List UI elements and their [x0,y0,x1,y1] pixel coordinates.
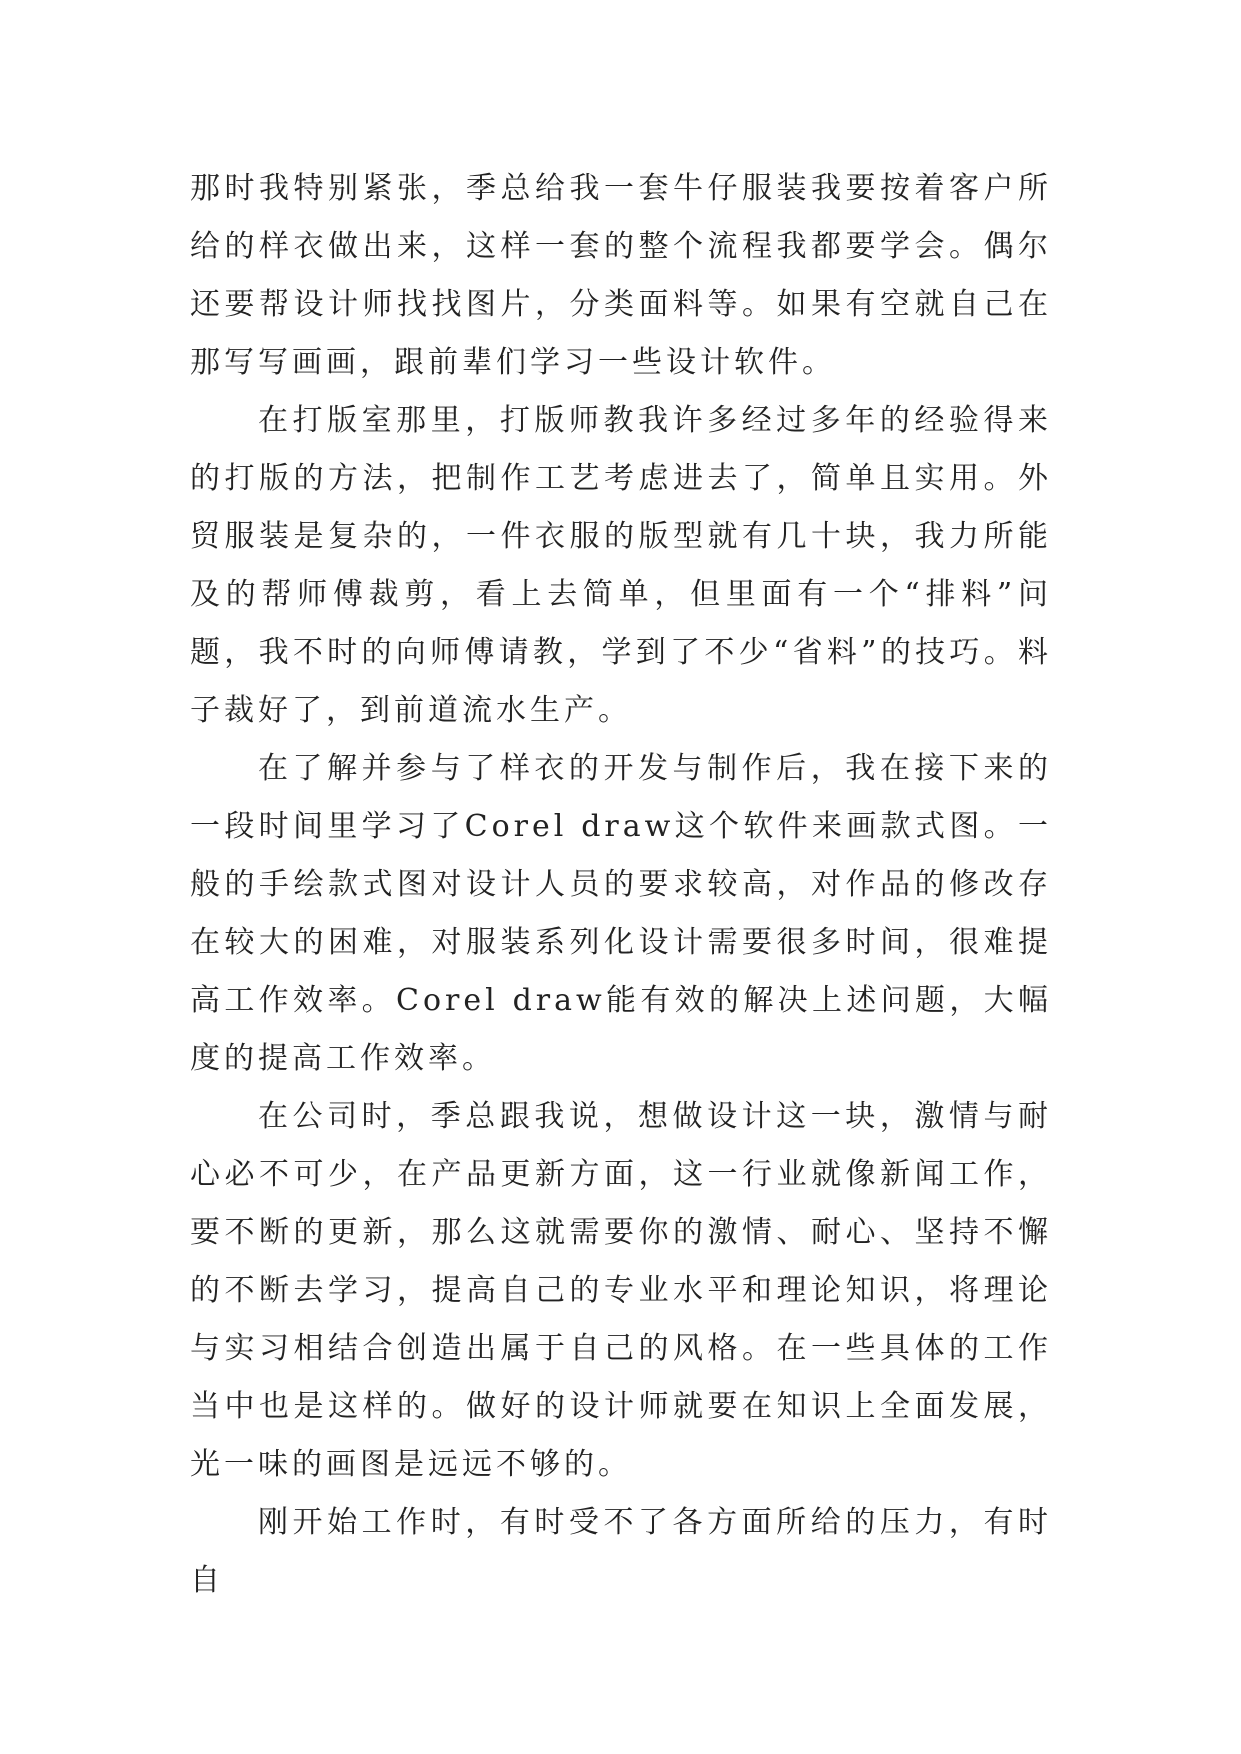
paragraph-5: 刚开始工作时，有时受不了各方面所给的压力，有时自 [190,1505,1052,1598]
body-text [190,160,1052,1610]
paragraph-2: 在打版室那里，打版师教我许多经过多年的经验得来的打版的方法，把制作工艺考虑进去了，简单且实用。外贸服装是复杂的，一件衣服的版型就有几十块，我力所能及的帮师傅裁剪，看上去简单，但里面有一个“排料”问题，我不时的向师傅请教，学到了不少“省料”的技巧。料子裁好了，到前道流水生产。 [190,403,1052,728]
paragraph-4: 在公司时，季总跟我说，想做设计这一块，激情与耐心必不可少，在产品更新方面，这一行业就像新闻工作，要不断的更新，那么这就需要你的激情、耐心、坚持不懈的不断去学习，提高自己的专业水平和理论知识，将理论与实习相结合创造出属于自己的风格。在一些具体的工作当中也是这样的。做好的设计师就要在知识上全面发展，光一味的画图是远远不够的。 [190,1099,1052,1482]
paragraph-3: 在了解并参与了样衣的开发与制作后，我在接下来的一段时间里学习了Corel draw这个软件来画款式图。一般的手绘款式图对设计人员的要求较高，对作品的修改存在较大的困难，对服装系列化设计需要很多时间，很难提高工作效率。Corel draw能有效的解决上述问题，大幅度的提高工作效率。 [190,751,1052,1076]
paragraph-1: 那时我特别紧张，季总给我一套牛仔服装我要按着客户所给的样衣做出来，这样一套的整个流程我都要学会。偶尔还要帮设计师找找图片，分类面料等。如果有空就自己在那写写画画，跟前辈们学习一些设计软件。 [190,171,1052,380]
